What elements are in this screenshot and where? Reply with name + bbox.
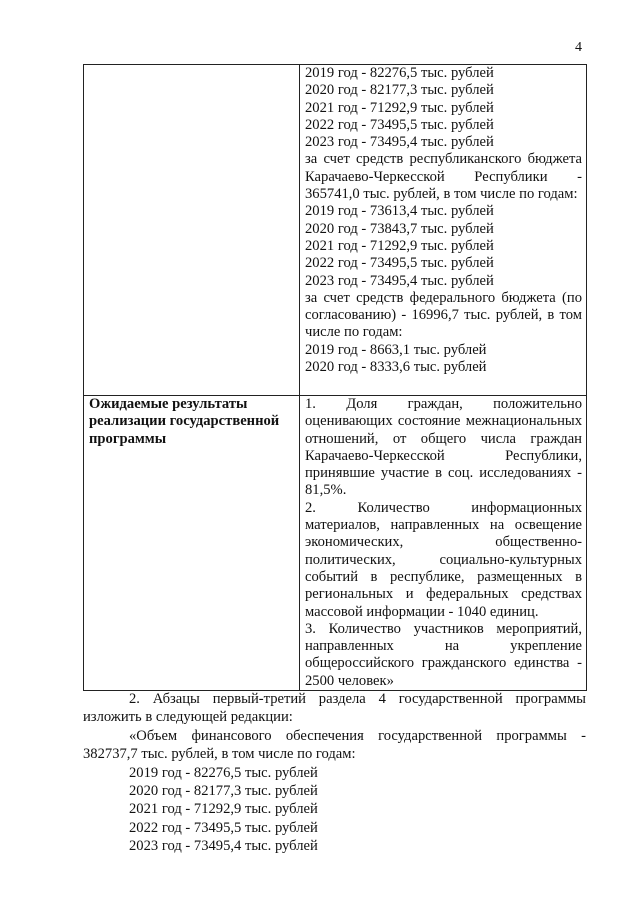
expected-results-label: Ожидаемые результаты реализации государственной программы [84, 396, 300, 691]
result-item: 3. Количество участников мероприятий, направленных на укрепление общероссийского гражданского единства - 2500 человек» [305, 620, 582, 689]
year-line: 2020 год - 73843,7 тыс. рублей [305, 220, 494, 237]
year-line: 2020 год - 82177,3 тыс. рублей [305, 82, 494, 99]
amendment-text [83, 690, 586, 856]
expected-results-cell [300, 396, 587, 691]
year-line: 2022 год - 73495,5 тыс. рублей [305, 255, 494, 272]
page-number: 4 [575, 40, 582, 55]
year-line: 2022 год - 73495,5 тыс. рублей [305, 116, 494, 133]
financing-cell [300, 65, 587, 396]
year-line: 2019 год - 82276,5 тыс. рублей [305, 65, 494, 81]
result-item: 1. Доля граждан, положительно оценивающих состояние межнациональных отношений, от общего числа граждан Карачаево-Черкесской Республики, принявшие участие в соц. исследованиях - 81,5%. [305, 396, 582, 499]
table-row-expected-results [84, 396, 587, 691]
year-line: 2019 год - 8663,1 тыс. рублей [305, 341, 487, 358]
row-label-empty [84, 65, 300, 396]
year-line: 2019 год - 82276,5 тыс. рублей [129, 764, 318, 781]
financing-paragraph: «Объем финансового обеспечения государственной программы - 382737,7 тыс. рублей, в том числе по годам: [83, 727, 586, 763]
year-line: 2021 год - 71292,9 тыс. рублей [305, 237, 494, 254]
year-line: 2023 год - 73495,4 тыс. рублей [305, 134, 494, 151]
year-line: 2022 год - 73495,5 тыс. рублей [129, 819, 318, 836]
regional-budget-text: за счет средств республиканского бюджета Карачаево-Черкесской Республики - 365741,0 тыс. рублей, в том числе по годам: [305, 151, 582, 203]
year-line: 2023 год - 73495,4 тыс. рублей [129, 838, 318, 855]
year-line: 2021 год - 71292,9 тыс. рублей [305, 99, 494, 116]
year-line: 2019 год - 73613,4 тыс. рублей [305, 203, 494, 220]
amendment-paragraph: 2. Абзацы первый-третий раздела 4 государственной программы изложить в следующей редакции: [83, 691, 586, 726]
year-line: 2021 год - 71292,9 тыс. рублей [129, 801, 318, 818]
year-line: 2020 год - 82177,3 тыс. рублей [129, 783, 318, 800]
program-passport-table [83, 64, 587, 691]
year-line: 2020 год - 8333,6 тыс. рублей [305, 359, 487, 376]
federal-budget-text: за счет средств федерального бюджета (по согласованию) - 16996,7 тыс. рублей, в том числе по годам: [305, 289, 582, 341]
year-line: 2023 год - 73495,4 тыс. рублей [305, 272, 494, 289]
table-row-financing [84, 65, 587, 396]
result-item: 2. Количество информационных материалов, направленных на освещение экономических, общественно-политических, социально-культурных событий в республике, размещенных в региональных и федеральных средствах массовой информации - 1040 единиц. [305, 499, 582, 620]
